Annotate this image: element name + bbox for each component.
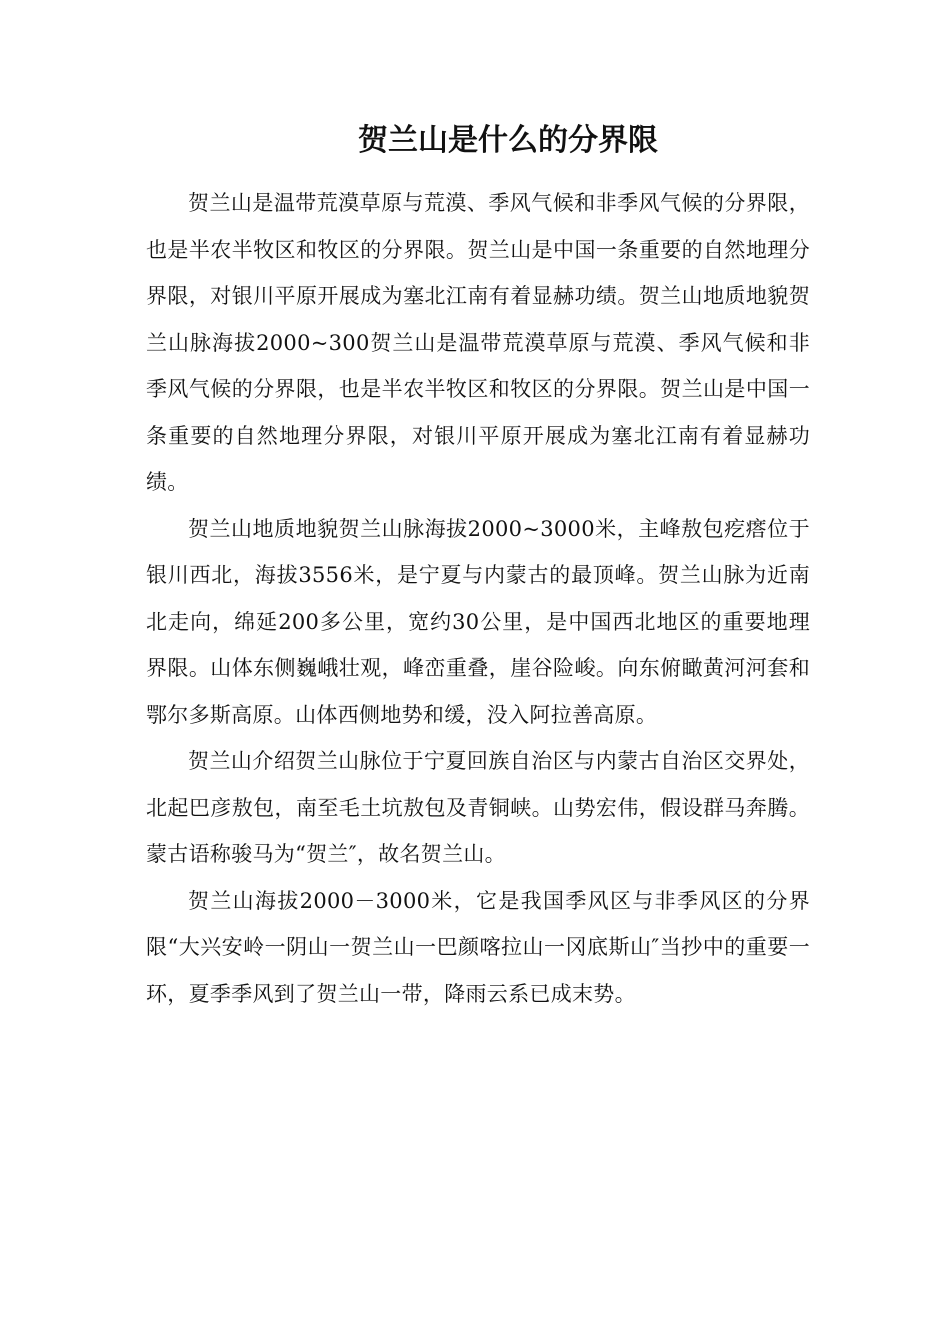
paragraph-2: 贺兰山地质地貌贺兰山脉海拔2000~3000米，主峰敖包疙瘩位于银川西北，海拔3556米，是宁夏与内蒙古的最顶峰。贺兰山脉为近南北走向，绵延200多公里，宽约30公里，是中国西北地区的重要地理界限。山体东侧巍峨壮观，峰峦重叠，崖谷险峻。向东俯瞰黄河河套和鄂尔多斯高原。山体西侧地势和缓，没入阿拉善高原。	[146, 516, 810, 727]
paragraph-1: 贺兰山是温带荒漠草原与荒漠、季风气候和非季风气候的分界限，也是半农半牧区和牧区的分界限。贺兰山是中国一条重要的自然地理分界限，对银川平原开展成为塞北江南有着显赫功绩。贺兰山地质地貌贺兰山脉海拔2000~300贺兰山是温带荒漠草原与荒漠、季风气候和非季风气候的分界限，也是半农半牧区和牧区的分界限。贺兰山是中国一条重要的自然地理分界限，对银川平原开展成为塞北江南有着显赫功绩。	[146, 191, 810, 494]
paragraph-3: 贺兰山介绍贺兰山脉位于宁夏回族自治区与内蒙古自治区交界处，北起巴彦敖包，南至毛土坑敖包及青铜峡。山势宏伟，假设群马奔腾。蒙古语称骏马为“贺兰″，故名贺兰山。	[146, 749, 810, 866]
paragraph-4: 贺兰山海拔2000－3000米，它是我国季风区与非季风区的分界限“大兴安岭一阴山一贺兰山一巴颜喀拉山一冈底斯山″当抄中的重要一环，夏季季风到了贺兰山一带，降雨云系已成末势。	[146, 888, 810, 1006]
document-title: 贺兰山是什么的分界限	[358, 123, 658, 158]
document-body	[146, 180, 810, 1017]
